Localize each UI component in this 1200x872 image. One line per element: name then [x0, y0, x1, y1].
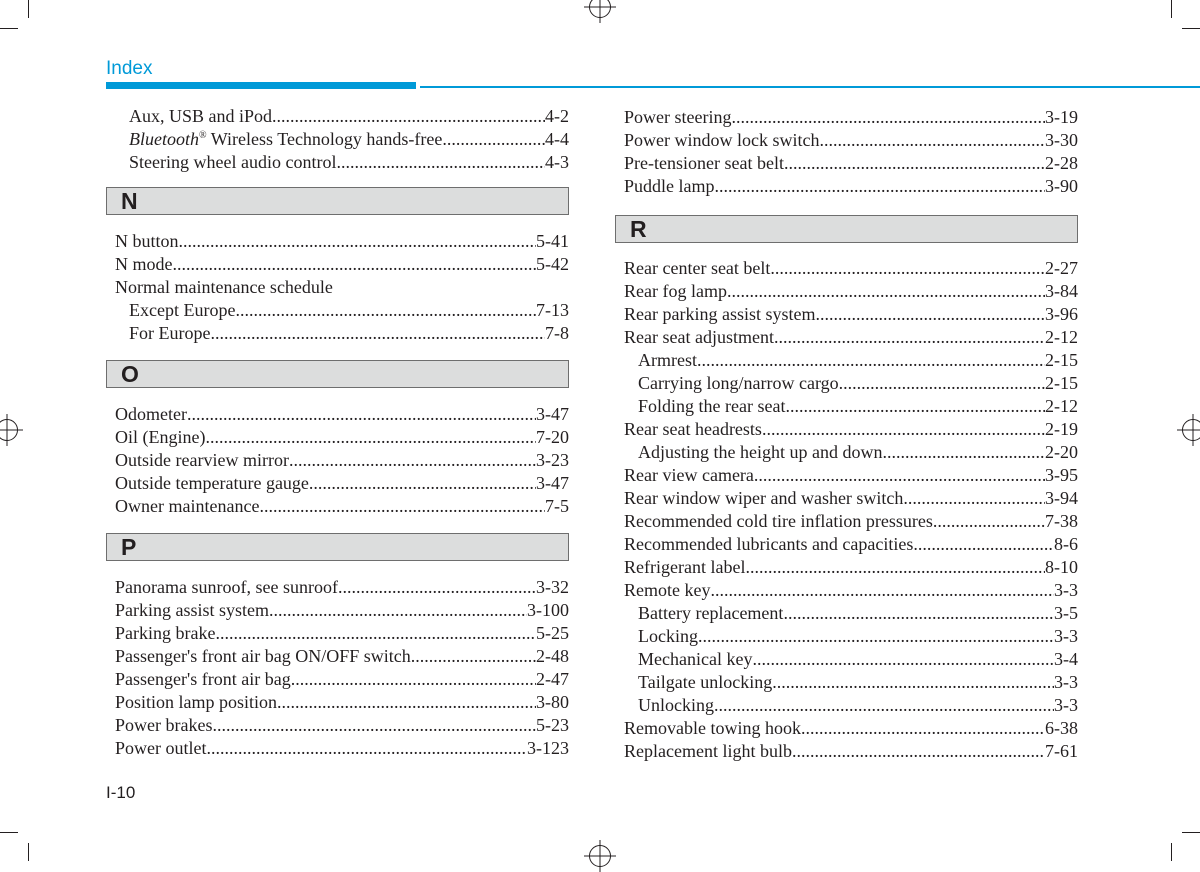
index-entry-page: 7-8 [545, 323, 569, 343]
registration-mark-icon [589, 0, 611, 18]
dot-leader [697, 349, 1045, 372]
index-entry [615, 257, 1078, 280]
index-entry-label: Parking brake [115, 623, 216, 643]
index-entry [615, 418, 1078, 441]
index-entry [615, 602, 1078, 625]
index-entry-label: Mechanical key [638, 649, 753, 669]
index-entry-page: 3-3 [1054, 672, 1078, 692]
dot-leader [785, 395, 1045, 418]
dot-leader [727, 280, 1045, 303]
letter-header-r: R [615, 215, 1078, 243]
dot-leader [715, 175, 1046, 198]
index-entry [615, 487, 1078, 510]
dot-leader [269, 599, 527, 622]
index-entry [106, 322, 569, 345]
index-entry-label: Normal maintenance schedule [115, 277, 333, 297]
index-entry [615, 326, 1078, 349]
index-entry-page: 3-123 [527, 738, 569, 758]
index-entry-page: 3-23 [536, 450, 569, 470]
letter-header-p: P [106, 533, 569, 561]
index-column-right [615, 106, 1078, 763]
index-entry-label: Passenger's front air bag ON/OFF switch [115, 646, 411, 666]
index-entry-page: 3-80 [536, 692, 569, 712]
index-entry-page: 3-96 [1045, 304, 1078, 324]
index-entry [106, 714, 569, 737]
dot-leader [762, 418, 1045, 441]
index-entry-label: Parking assist system [115, 600, 270, 620]
index-entry [615, 280, 1078, 303]
index-entry [106, 691, 569, 714]
index-entry-page: 2-15 [1045, 373, 1078, 393]
dot-leader [710, 579, 1054, 602]
section-title: Index [106, 58, 153, 79]
index-entry [106, 105, 569, 128]
dot-leader [207, 737, 528, 760]
index-entry-page: 7-61 [1045, 741, 1078, 761]
index-entry-label: N mode [115, 254, 173, 274]
index-entry [615, 717, 1078, 740]
index-entry-label: Aux, USB and iPod [129, 106, 273, 126]
index-entry-page: 2-15 [1045, 350, 1078, 370]
crop-mark [28, 843, 29, 861]
registration-mark-icon [1182, 419, 1200, 441]
index-entry-page: 3-19 [1045, 107, 1078, 127]
index-entry-label: Steering wheel audio control [129, 152, 337, 172]
dot-leader [259, 495, 545, 518]
index-entry [106, 299, 569, 322]
index-entry [615, 303, 1078, 326]
index-entry [615, 556, 1078, 579]
index-entry-page: 2-47 [536, 669, 569, 689]
index-entry-label: Outside temperature gauge [115, 473, 309, 493]
index-entry [106, 472, 569, 495]
index-entry [106, 403, 569, 426]
dot-leader [839, 372, 1045, 395]
dot-leader [784, 152, 1045, 175]
dot-leader [933, 510, 1045, 533]
index-entry [615, 372, 1078, 395]
index-entry-label: Rear parking assist system [624, 304, 816, 324]
dot-leader [173, 253, 537, 276]
dot-leader [698, 625, 1054, 648]
dot-leader [752, 648, 1054, 671]
index-entry-label: Owner maintenance [115, 496, 260, 516]
index-entry [106, 230, 569, 253]
index-entry-label [129, 128, 442, 151]
index-entry-label: Remote key [624, 580, 711, 600]
index-entry-label: Power steering [624, 107, 732, 127]
index-entry-page: 5-41 [536, 231, 569, 251]
dot-leader [179, 230, 536, 253]
dot-leader [783, 602, 1054, 625]
dot-leader [774, 326, 1045, 349]
index-entry-page: 2-48 [536, 646, 569, 666]
index-entry-label: Panorama sunroof, see sunroof [115, 577, 338, 597]
index-entry [615, 395, 1078, 418]
index-entry-page: 2-20 [1045, 442, 1078, 462]
index-entry [106, 253, 569, 276]
index-entry-label: N button [115, 231, 179, 251]
dot-leader [212, 714, 536, 737]
dot-leader [913, 533, 1054, 556]
crop-mark [28, 0, 29, 18]
crop-mark [1171, 843, 1172, 861]
header-rule-thin [420, 86, 1200, 88]
registration-mark-icon [0, 419, 18, 441]
index-entry-page: 5-23 [536, 715, 569, 735]
index-entry-page: 2-12 [1045, 327, 1078, 347]
crop-mark [0, 832, 18, 833]
index-entry [615, 129, 1078, 152]
index-entry-label: Passenger's front air bag [115, 669, 291, 689]
index-entry [615, 152, 1078, 175]
index-entry-page: 3-90 [1045, 176, 1078, 196]
dot-leader [205, 426, 536, 449]
index-entry-label: For Europe [129, 323, 211, 343]
index-entry [106, 668, 569, 691]
index-entry-page: 3-32 [536, 577, 569, 597]
index-entry-label: Rear center seat belt [624, 258, 771, 278]
registered-mark: ® [199, 130, 207, 141]
index-entry-page: 3-3 [1054, 626, 1078, 646]
index-entry-label: Removable towing hook [624, 718, 801, 738]
index-entry-label: Rear seat adjustment [624, 327, 774, 347]
index-entry-page: 3-30 [1045, 130, 1078, 150]
index-entry [106, 576, 569, 599]
index-entry [106, 426, 569, 449]
dot-leader [210, 322, 545, 345]
index-entry-label: Power brakes [115, 715, 213, 735]
index-entry-label: Power outlet [115, 738, 207, 758]
dot-leader [815, 303, 1045, 326]
dot-leader [745, 556, 1045, 579]
dot-leader [754, 464, 1045, 487]
index-entry-label: Pre-tensioner seat belt [624, 153, 784, 173]
crop-mark [0, 28, 18, 29]
index-entry-page: 3-3 [1054, 695, 1078, 715]
dot-leader [903, 487, 1045, 510]
index-entry-page: 2-28 [1045, 153, 1078, 173]
index-entry-label: Locking [638, 626, 698, 646]
index-entry-label: Rear view camera [624, 465, 754, 485]
index-entry-page: 7-5 [545, 496, 569, 516]
crop-mark [1182, 28, 1200, 29]
index-entry [615, 625, 1078, 648]
index-entry-label: Carrying long/narrow cargo [638, 373, 839, 393]
index-entry [615, 694, 1078, 717]
index-column-left [106, 105, 569, 760]
index-entry-page: 7-38 [1045, 511, 1078, 531]
index-entry [615, 533, 1078, 556]
dot-leader [187, 403, 536, 426]
index-entry [615, 510, 1078, 533]
index-entry-label: Refrigerant label [624, 557, 746, 577]
page-number: I-10 [106, 783, 136, 802]
dot-leader [882, 441, 1045, 464]
dot-leader [819, 129, 1045, 152]
index-entry-label: Position lamp position [115, 692, 278, 712]
index-entry-page: 3-5 [1054, 603, 1078, 623]
index-entry [106, 645, 569, 668]
letter-header-o: O [106, 360, 569, 388]
index-entry [615, 175, 1078, 198]
registration-mark-icon [589, 845, 611, 867]
index-entry-page: 4-3 [545, 152, 569, 172]
index-entry-label: Folding the rear seat [638, 396, 786, 416]
index-entry [615, 740, 1078, 763]
index-entry-label: Puddle lamp [624, 176, 715, 196]
dot-leader [277, 691, 536, 714]
dot-leader [442, 128, 545, 151]
index-entry-page: 2-12 [1045, 396, 1078, 416]
index-entry [106, 128, 569, 151]
dot-leader [772, 671, 1054, 694]
index-entry-page: 4-4 [545, 129, 569, 149]
dot-leader [770, 257, 1045, 280]
index-entry [106, 622, 569, 645]
index-entry [106, 449, 569, 472]
index-entry-label: Adjusting the height up and down [638, 442, 883, 462]
index-entry [106, 599, 569, 622]
index-entry-label: Rear window wiper and washer switch [624, 488, 904, 508]
index-entry-page: 4-2 [545, 106, 569, 126]
letter-header-n: N [106, 187, 569, 215]
index-entry-page: 3-3 [1054, 580, 1078, 600]
index-entry-label: Battery replacement [638, 603, 784, 623]
dot-leader [235, 299, 536, 322]
index-entry-label: Rear seat headrests [624, 419, 762, 439]
index-entry-label: Recommended lubricants and capacities [624, 534, 914, 554]
index-entry-label: Rear fog lamp [624, 281, 727, 301]
dot-leader [714, 694, 1054, 717]
index-entry-label: Odometer [115, 404, 187, 424]
index-entry-page: 3-100 [527, 600, 569, 620]
index-entry [615, 671, 1078, 694]
index-entry-page: 8-10 [1045, 557, 1078, 577]
dot-leader [289, 449, 536, 472]
index-entry-page: 3-47 [536, 473, 569, 493]
index-entry [615, 579, 1078, 602]
index-entry [615, 441, 1078, 464]
dot-leader [801, 717, 1045, 740]
index-entry-label: Oil (Engine) [115, 427, 206, 447]
index-entry [615, 464, 1078, 487]
index-entry-page: 2-19 [1045, 419, 1078, 439]
index-entry [106, 151, 569, 174]
index-entry-label-italic: Bluetooth [129, 129, 199, 149]
index-entry-label: Except Europe [129, 300, 236, 320]
dot-leader [272, 105, 545, 128]
index-entry [106, 495, 569, 518]
index-entry-page: 3-94 [1045, 488, 1078, 508]
index-entry [615, 106, 1078, 129]
index-entry-page: 5-42 [536, 254, 569, 274]
index-entry-label: Unlocking [638, 695, 714, 715]
dot-leader [291, 668, 536, 691]
header-rule-thick [106, 82, 416, 89]
dot-leader [309, 472, 536, 495]
dot-leader [411, 645, 536, 668]
crop-mark [1182, 832, 1200, 833]
dot-leader [731, 106, 1045, 129]
index-entry-label: Tailgate unlocking [638, 672, 773, 692]
index-entry-page: 3-95 [1045, 465, 1078, 485]
index-entry [106, 737, 569, 760]
index-entry-page: 3-4 [1054, 649, 1078, 669]
index-entry-page: 3-84 [1045, 281, 1078, 301]
dot-leader [792, 740, 1045, 763]
index-entry [615, 349, 1078, 372]
index-entry-page: 6-38 [1045, 718, 1078, 738]
index-entry-page: 2-27 [1045, 258, 1078, 278]
dot-leader [336, 151, 545, 174]
index-entry-label: Recommended cold tire inflation pressures [624, 511, 933, 531]
dot-leader [215, 622, 536, 645]
index-entry-label: Replacement light bulb [624, 741, 792, 761]
index-entry-page: 5-25 [536, 623, 569, 643]
index-entry-page: 8-6 [1054, 534, 1078, 554]
index-entry-page: 7-20 [536, 427, 569, 447]
index-entry-label: Power window lock switch [624, 130, 820, 150]
index-entry [106, 276, 569, 299]
dot-leader [338, 576, 536, 599]
index-entry-page: 7-13 [536, 300, 569, 320]
index-entry-label-text: Wireless Technology hands-free [206, 129, 443, 149]
index-entry-label: Outside rearview mirror [115, 450, 289, 470]
index-entry [615, 648, 1078, 671]
index-entry-label: Armrest [638, 350, 697, 370]
crop-mark [1171, 0, 1172, 18]
index-entry-page: 3-47 [536, 404, 569, 424]
